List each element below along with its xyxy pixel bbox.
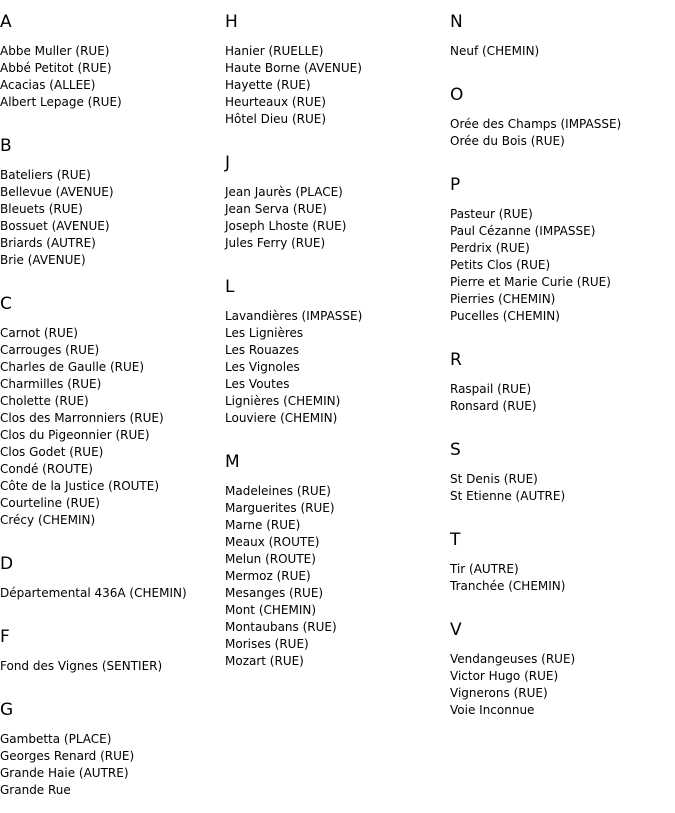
street-item: Clos Godet (RUE) <box>0 445 104 459</box>
street-item: Louviere (CHEMIN) <box>225 411 338 425</box>
letter-group-j <box>225 153 450 265</box>
letter-group-m <box>225 452 450 683</box>
street-item: Vignerons (RUE) <box>450 686 548 700</box>
street-list <box>225 308 450 427</box>
letter-group-g <box>0 700 225 812</box>
street-item: Vendangeuses (RUE) <box>450 652 576 666</box>
street-item: Marguerites (RUE) <box>225 501 335 515</box>
street-item: Jean Jaurès (PLACE) <box>225 185 343 199</box>
street-item: Montaubans (RUE) <box>225 620 337 634</box>
street-item: Morises (RUE) <box>225 637 309 651</box>
street-item: Madeleines (RUE) <box>225 484 331 498</box>
street-list <box>0 658 225 675</box>
letter-group-s <box>450 440 675 518</box>
street-list <box>450 43 675 60</box>
street-item: Mermoz (RUE) <box>225 569 311 583</box>
letter-group-c <box>0 294 225 542</box>
section-letter: T <box>450 530 461 550</box>
street-item: Bleuets (RUE) <box>0 202 83 216</box>
letter-group-p <box>450 175 675 338</box>
street-list <box>225 483 450 670</box>
street-item: Voie Inconnue <box>450 703 535 717</box>
street-index-column-2 <box>225 0 450 683</box>
street-item: Orée des Champs (IMPASSE) <box>450 117 622 131</box>
street-item: Les Lignières <box>225 326 304 340</box>
street-item: Joseph Lhoste (RUE) <box>225 219 347 233</box>
street-item: Brie (AVENUE) <box>0 253 86 267</box>
street-item: Pasteur (RUE) <box>450 207 533 221</box>
street-item: Tir (AUTRE) <box>450 562 519 576</box>
street-item: Jules Ferry (RUE) <box>225 236 326 250</box>
section-letter: H <box>225 12 238 32</box>
letter-group-t <box>450 530 675 608</box>
street-item: Lavandières (IMPASSE) <box>225 309 363 323</box>
street-item: Briards (AUTRE) <box>0 236 96 250</box>
street-list <box>0 731 225 799</box>
section-letter: D <box>0 554 14 574</box>
street-item: Charles de Gaulle (RUE) <box>0 360 145 374</box>
section-letter: J <box>225 153 231 173</box>
street-item: Abbé Petitot (RUE) <box>0 61 112 75</box>
section-letter: A <box>0 12 12 32</box>
street-item: Raspail (RUE) <box>450 382 532 396</box>
street-item: Fond des Vignes (SENTIER) <box>0 659 163 673</box>
street-list <box>450 471 675 505</box>
letter-group-f <box>0 627 225 688</box>
street-item: Hôtel Dieu (RUE) <box>225 112 327 126</box>
street-item: Melun (ROUTE) <box>225 552 316 566</box>
street-item: Tranchée (CHEMIN) <box>450 579 566 593</box>
section-letter: B <box>0 136 12 156</box>
letter-group-l <box>225 277 450 440</box>
street-item: Abbe Muller (RUE) <box>0 44 110 58</box>
street-list <box>450 206 675 325</box>
street-item: Les Vignoles <box>225 360 300 374</box>
section-letter: F <box>0 627 10 647</box>
street-item: Pierre et Marie Curie (RUE) <box>450 275 611 289</box>
street-item: Gambetta (PLACE) <box>0 732 112 746</box>
street-item: Hanier (RUELLE) <box>225 44 324 58</box>
street-index-column-1 <box>0 0 225 812</box>
street-item: Meaux (ROUTE) <box>225 535 320 549</box>
street-list <box>450 116 675 150</box>
street-item: Paul Cézanne (IMPASSE) <box>450 224 596 238</box>
section-letter: S <box>450 440 461 460</box>
street-item: Lignières (CHEMIN) <box>225 394 341 408</box>
letter-group-r <box>450 350 675 428</box>
street-item: Petits Clos (RUE) <box>450 258 551 272</box>
street-list <box>0 167 225 269</box>
street-item: Haute Borne (AVENUE) <box>225 61 362 75</box>
section-letter: L <box>225 277 235 297</box>
street-list <box>450 651 675 719</box>
letter-group-h <box>225 12 450 141</box>
section-letter: G <box>0 700 14 720</box>
street-item: Georges Renard (RUE) <box>0 749 135 763</box>
street-item: Victor Hugo (RUE) <box>450 669 559 683</box>
street-list <box>0 43 225 111</box>
letter-group-v <box>450 620 675 732</box>
street-item: Acacias (ALLEE) <box>0 78 96 92</box>
street-item: Neuf (CHEMIN) <box>450 44 540 58</box>
street-list <box>225 43 450 128</box>
street-list <box>450 561 675 595</box>
street-item: Pucelles (CHEMIN) <box>450 309 560 323</box>
section-letter: C <box>0 294 12 314</box>
street-item: Hayette (RUE) <box>225 78 311 92</box>
street-item: Côte de la Justice (ROUTE) <box>0 479 160 493</box>
street-item: Carrouges (RUE) <box>0 343 100 357</box>
street-item: Bossuet (AVENUE) <box>0 219 110 233</box>
street-item: Albert Lepage (RUE) <box>0 95 122 109</box>
section-letter: V <box>450 620 462 640</box>
section-letter: M <box>225 452 240 472</box>
street-item: Grande Rue <box>0 783 71 797</box>
street-item: Charmilles (RUE) <box>0 377 102 391</box>
street-item: Clos du Pigeonnier (RUE) <box>0 428 150 442</box>
street-item: Crécy (CHEMIN) <box>0 513 96 527</box>
section-letter: N <box>450 12 463 32</box>
street-item: Orée du Bois (RUE) <box>450 134 565 148</box>
street-item: Courteline (RUE) <box>0 496 100 510</box>
street-list <box>225 184 450 252</box>
street-item: Les Voutes <box>225 377 290 391</box>
street-item: Perdrix (RUE) <box>450 241 530 255</box>
street-item: Départemental 436A (CHEMIN) <box>0 586 187 600</box>
street-list <box>0 585 225 602</box>
street-item: Mesanges (RUE) <box>225 586 324 600</box>
letter-group-a <box>0 12 225 124</box>
street-item: Bellevue (AVENUE) <box>0 185 114 199</box>
street-item: Clos des Marronniers (RUE) <box>0 411 164 425</box>
street-item: Les Rouazes <box>225 343 299 357</box>
street-item: Mont (CHEMIN) <box>225 603 317 617</box>
letter-group-d <box>0 554 225 615</box>
letter-group-o <box>450 85 675 163</box>
street-item: Bateliers (RUE) <box>0 168 91 182</box>
street-item: Ronsard (RUE) <box>450 399 537 413</box>
street-item: Jean Serva (RUE) <box>225 202 327 216</box>
street-item: St Etienne (AUTRE) <box>450 489 566 503</box>
section-letter: P <box>450 175 461 195</box>
street-item: Mozart (RUE) <box>225 654 304 668</box>
street-item: Carnot (RUE) <box>0 326 78 340</box>
street-item: Pierries (CHEMIN) <box>450 292 556 306</box>
letter-group-n <box>450 12 675 73</box>
street-item: Cholette (RUE) <box>0 394 89 408</box>
section-letter: O <box>450 85 464 105</box>
section-letter: R <box>450 350 462 370</box>
street-item: Heurteaux (RUE) <box>225 95 326 109</box>
street-item: Condé (ROUTE) <box>0 462 93 476</box>
street-item: Grande Haie (AUTRE) <box>0 766 129 780</box>
street-index-column-3 <box>450 0 675 732</box>
street-item: St Denis (RUE) <box>450 472 538 486</box>
letter-group-b <box>0 136 225 282</box>
street-list <box>0 325 225 529</box>
street-list <box>450 381 675 415</box>
street-item: Marne (RUE) <box>225 518 301 532</box>
